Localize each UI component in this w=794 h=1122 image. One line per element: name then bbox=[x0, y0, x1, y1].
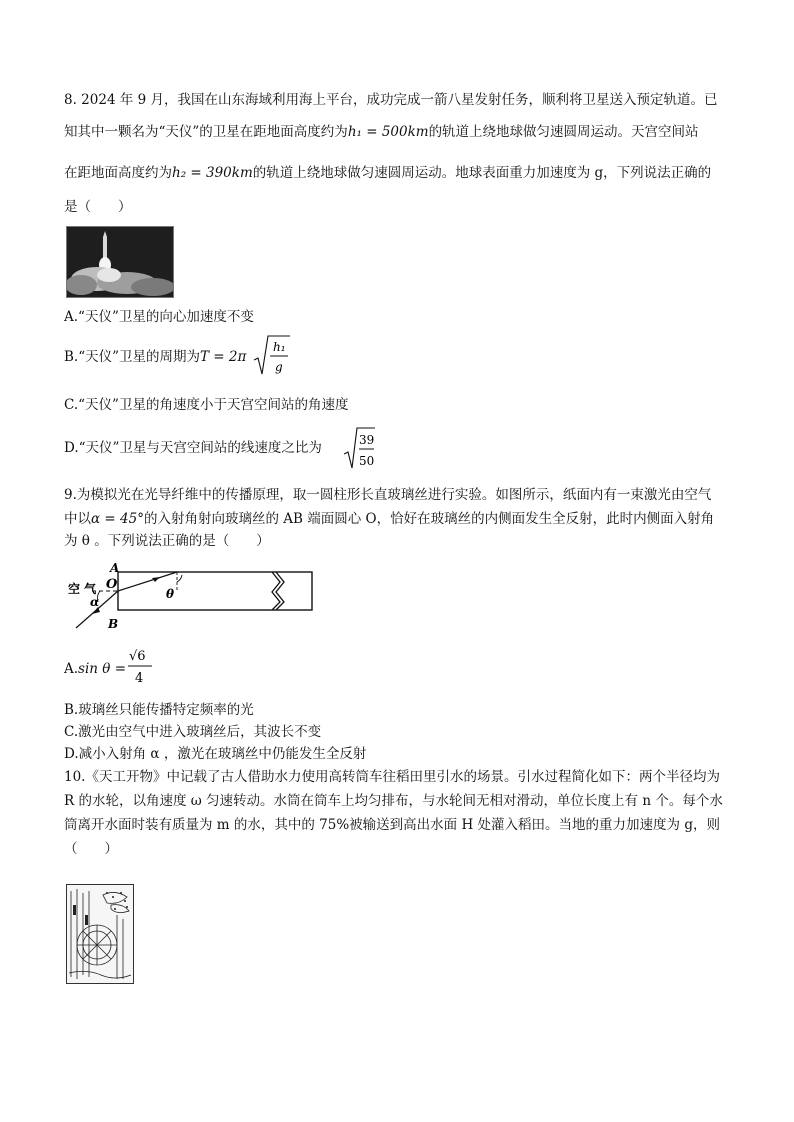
q9-line-2b: 的入射角射向玻璃丝的 AB 端面圆心 O，恰好在玻璃丝的内侧面发生全反射，此时内侧面入射角 bbox=[143, 511, 715, 527]
q8-option-b-sqrt bbox=[252, 334, 292, 378]
q9-line-2a: 中以 bbox=[64, 511, 91, 527]
q8-option-b-text: B.“天仪”卫星的周期为 bbox=[64, 349, 201, 365]
q10-line-3: 筒离开水面时装有质量为 m 的水，其中的 75%被输送到高出水面 H 处灌入稻田。当地的重力加速度为 g，则 bbox=[64, 817, 720, 833]
q9-option-a-text: A. bbox=[64, 661, 79, 677]
q8-h2-formula: h₂ = 390km bbox=[172, 165, 253, 181]
q8-line-2a: 知其中一颗名为“天仪”的卫星在距地面高度约为 bbox=[64, 124, 348, 140]
q9-line-2 bbox=[64, 509, 714, 529]
q9-option-a-numerator: √6 bbox=[129, 649, 146, 664]
alpha-label: α bbox=[90, 595, 100, 609]
q8-option-d bbox=[64, 438, 322, 458]
point-a-label: A bbox=[110, 561, 120, 575]
q8-option-c: C.“天仪”卫星的角速度小于天宫空间站的角速度 bbox=[64, 397, 349, 413]
q9-alpha-formula: α = 45° bbox=[91, 511, 144, 527]
theta-label: θ bbox=[166, 587, 175, 601]
q8-line-3 bbox=[64, 163, 711, 183]
q8-option-d-text: D.“天仪”卫星与天宫空间站的线速度之比为 bbox=[64, 440, 322, 456]
optical-fiber-diagram bbox=[62, 560, 322, 640]
q8-option-d-sqrt bbox=[342, 426, 376, 472]
q9-option-a bbox=[64, 659, 126, 679]
q8-option-b-numerator: h₁ bbox=[273, 340, 286, 354]
q9-option-a-denominator: 4 bbox=[135, 671, 144, 686]
water-wheel-illustration bbox=[66, 884, 134, 984]
q8-option-b-formula: T = 2π bbox=[200, 349, 247, 365]
q8-line-2 bbox=[64, 122, 699, 142]
q8-line-2b: 的轨道上绕地球做匀速圆周运动。天宫空间站 bbox=[428, 124, 699, 140]
q8-line-1: 8. 2024 年 9 月，我国在山东海域利用海上平台，成功完成一箭八星发射任务，顺利将卫星送入预定轨道。已 bbox=[64, 92, 718, 108]
q10-line-1: 10.《天工开物》中记载了古人借助水力使用高转筒车往稻田里引水的场景。引水过程简化如下：两个半径均为 bbox=[64, 769, 720, 785]
q9-option-b: B.玻璃丝只能传播特定频率的光 bbox=[64, 702, 254, 718]
q8-option-b bbox=[64, 347, 246, 367]
q8-option-d-numerator: 39 bbox=[359, 433, 375, 447]
air-label: 空 气 bbox=[68, 582, 97, 596]
q9-option-a-formula: sin θ = bbox=[78, 661, 127, 677]
glass-fiber-outline bbox=[118, 572, 312, 610]
q8-h1-formula: h₁ = 500km bbox=[347, 124, 429, 140]
rocket-launch-image bbox=[66, 226, 174, 298]
q8-option-b-denominator: g bbox=[275, 360, 283, 374]
q9-line-3: 为 θ 。下列说法正确的是（ ） bbox=[64, 533, 270, 549]
q8-line-4: 是（ ） bbox=[64, 199, 132, 215]
q10-line-4: （ ） bbox=[64, 841, 118, 857]
point-o-label: O bbox=[106, 577, 118, 592]
q9-line-1: 9.为模拟光在光导纤维中的传播原理，取一圆柱形长直玻璃丝进行实验。如图所示，纸面内有一束激光由空气 bbox=[64, 487, 712, 503]
q9-option-c: C.激光由空气中进入玻璃丝后，其波长不变 bbox=[64, 724, 322, 740]
q8-line-3b: 的轨道上绕地球做匀速圆周运动。地球表面重力加速度为 g，下列说法正确的 bbox=[252, 165, 712, 181]
q10-line-2: R 的水轮，以角速度 ω 匀速转动。水筒在筒车上均匀排布，与水轮间无相对滑动，单位长度上有 n 个。每个水 bbox=[64, 793, 723, 809]
q8-option-a: A.“天仪”卫星的向心加速度不变 bbox=[64, 309, 254, 325]
q9-option-d: D.减小入射角 α ，激光在玻璃丝中仍能发生全反射 bbox=[64, 746, 367, 762]
point-b-label: B bbox=[108, 617, 119, 631]
q8-option-d-denominator: 50 bbox=[359, 454, 375, 468]
q9-option-a-fraction bbox=[126, 644, 156, 690]
q8-line-3a: 在距地面高度约为 bbox=[64, 165, 172, 181]
